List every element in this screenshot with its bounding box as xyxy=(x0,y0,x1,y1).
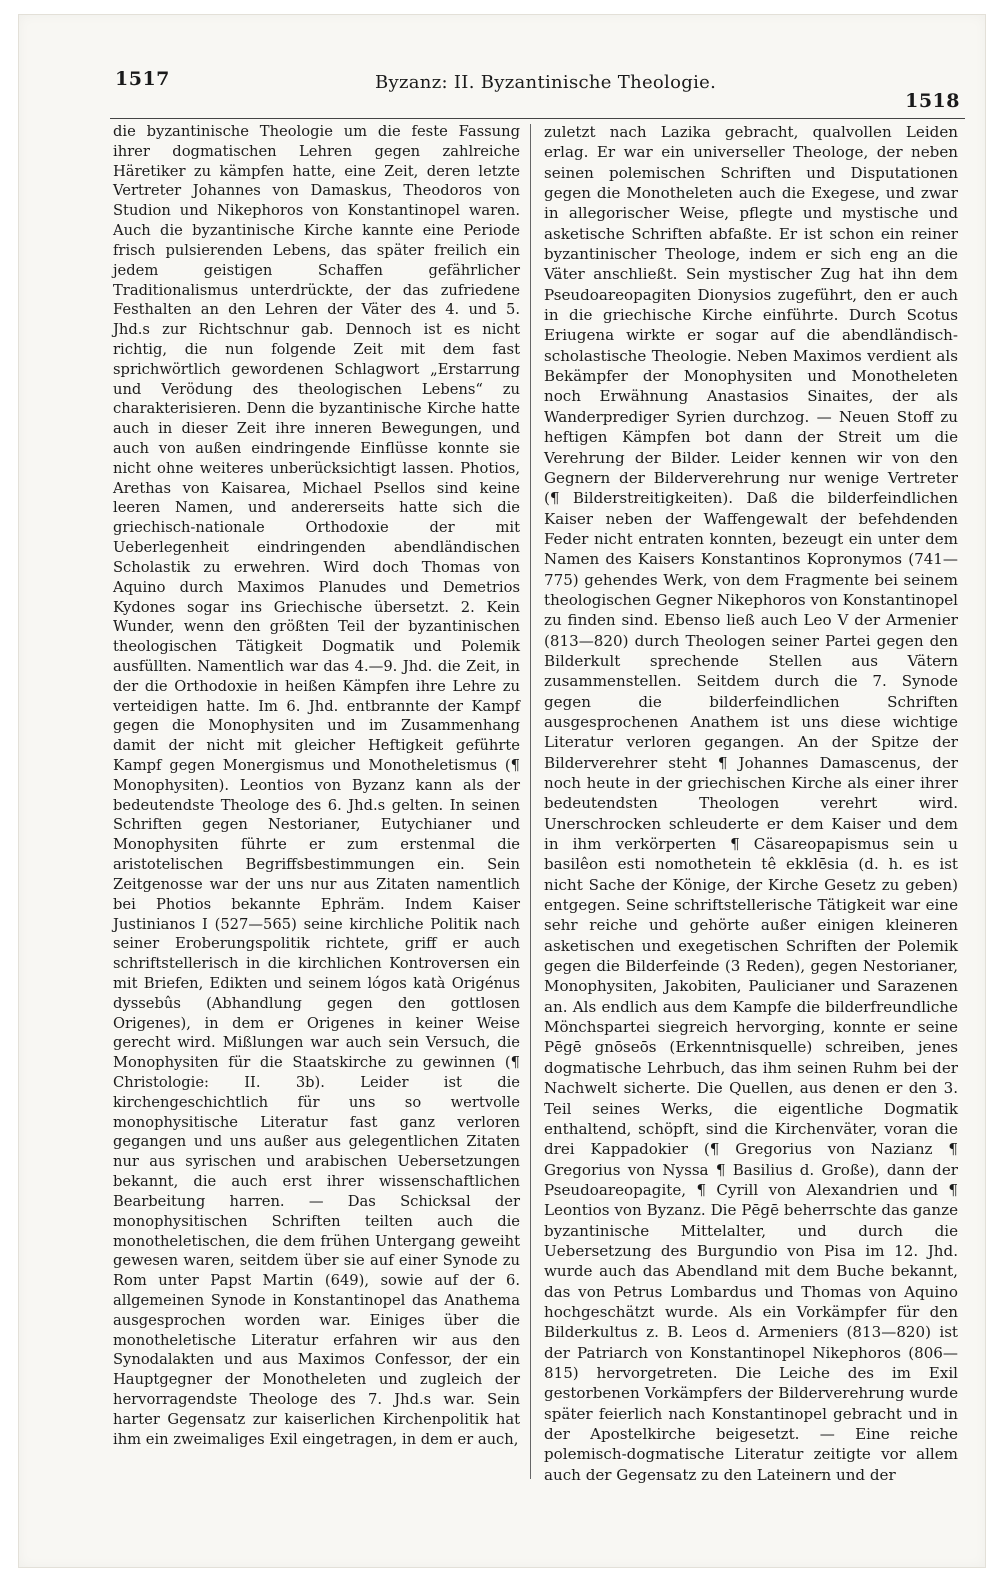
page-header xyxy=(95,62,980,120)
column-left-text: die byzantinische Theologie um die feste Fassung ihrer dogmatischen Lehren gegen zahlreiche Häretiker zu kämpfen hatte, eine Zeit, deren letzte Vertreter Johannes von Damaskus, Theodoros von Studion und Nikephoros von Konstantinopel waren. Auch die byzantinische Kirche kannte eine Periode frisch pulsierenden Lebens, das später freilich ein jedem geistigen Schaffen gefährlicher Traditionalismus unterdrückte, der das zufriedene Festhalten an den Lehren der Väter des 4. und 5. Jhd.s zur Richtschnur gab. Dennoch ist es nicht richtig, die nun folgende Zeit mit dem fast sprichwörtlich gewordenen Schlagwort „Erstarrung und Verödung des theologischen Lebens“ zu charakterisieren. Denn die byzantinische Kirche hatte auch in dieser Zeit ihre inneren Bewegungen, und auch von außen eindringende Einflüsse konnte sie nicht ohne weiteres unberücksichtigt lassen. Photios, Arethas von Kaisarea, Michael Psellos sind keine leeren Namen, und andererseits hatte sich die griechisch-nationale Orthodoxie der mit Ueberlegenheit eindringenden abendländischen Scholastik zu erwehren. Wird doch Thomas von Aquino durch Maximos Planudes und Demetrios Kydones sogar ins Griechische übersetzt. 2. Kein Wunder, wenn den größten Teil der byzantinischen theologischen Tätigkeit Dogmatik und Polemik ausfüllten. Namentlich war das 4.—9. Jhd. die Zeit, in der die Orthodoxie in heißen Kämpfen ihre Lehre zu verteidigen hatte. Im 6. Jhd. entbrannte der Kampf gegen die Monophysiten und im Zusammenhang damit der nicht mit gleicher Heftigkeit geführte Kampf gegen Monergismus und Monotheletismus (¶ Monophysiten). Leontios von Byzanz kann als der bedeutendste Theologe des 6. Jhd.s gelten. In seinen Schriften gegen Nestorianer, Eutychianer und Monophysiten führte er zum erstenmal die aristotelischen Begriffsbestimmungen ein. Sein Zeitgenosse war der uns nur aus Zitaten namentlich bei Photios bekannte Ephräm. Indem Kaiser Justinianos I (527—565) seine kirchliche Politik nach seiner Eroberungspolitik richtete, griff er auch schriftstellerisch in die kirchlichen Kontroversen ein mit Briefen, Edikten und seinem lógos katà Origénus dyssebûs (Abhandlung gegen den gottlosen Origenes), in dem er Origenes in keiner Weise gerecht wird. Mißlungen war auch sein Versuch, die Monophysiten für die Staatskirche zu gewinnen (¶ Christologie: II. 3b). Leider ist die kirchengeschichtlich für uns so wertvolle monophysitische Literatur fast ganz verloren gegangen und uns außer aus gelegentlichen Zitaten nur aus syrischen und arabischen Uebersetzungen bekannt, die auch erst ihrer wissenschaftlichen Bearbeitung harren. — Das Schicksal der monophysitischen Schriften teilten auch die monotheletischen, die dem frühen Untergang geweiht gewesen waren, seitdem über sie auf einer Synode zu Rom unter Papst Martin (649), sowie auf der 6. allgemeinen Synode in Konstantinopel das Anathema ausgesprochen worden war. Einiges über die monotheletische Literatur erfahren wir aus den Synodalakten und aus Maximos Confessor, der ein Hauptgegner der Monotheleten und zugleich der hervorragendste Theologe des 7. Jhd.s war. Sein harter Gegensatz zur kaiserlichen Kirchenpolitik hat ihm ein zweimaliges Exil eingetragen, in dem er auch, xyxy=(113,123,520,1448)
page-number-right: 1518 xyxy=(905,90,960,112)
column-right-text: zuletzt nach Lazika gebracht, qualvollen Leiden erlag. Er war ein universeller Theologe, der neben seinen polemischen Schriften und Disputationen gegen die Monotheleten auch die Exegese, und zwar in allegorischer Weise, pflegte und mystische und asketische Schriften abfaßte. Er ist schon ein reiner byzantinischer Theologe, indem er sich eng an die Väter anschließt. Sein mystischer Zug hat ihn dem Pseudoareopagiten Dionysios zugeführt, den er auch in die griechische Kirche einführte. Durch Scotus Eriugena wirkte er sogar auf die abendländisch-scholastische Theologie. Neben Maximos verdient als Bekämpfer der Monophysiten und Monotheleten noch Erwähnung Anastasios Sinaites, der als Wanderprediger Syrien durchzog. — Neuen Stoff zu heftigen Kämpfen bot dann der Streit um die Verehrung der Bilder. Leider kennen wir von den Gegnern der Bilderverehrung nur wenige Vertreter (¶ Bilderstreitigkeiten). Daß die bilderfeindlichen Kaiser neben der Waffengewalt der befehdenden Feder nicht entraten konnten, bezeugt ein unter dem Namen des Kaisers Konstantinos Kopronymos (741—775) gehendes Werk, von dem Fragmente bei seinem theologischen Gegner Nikephoros von Konstantinopel zu finden sind. Ebenso ließ auch Leo V der Armenier (813—820) durch Theologen seiner Partei gegen den Bilderkult sprechende Stellen aus Vätern zusammenstellen. Seitdem durch die 7. Synode gegen die bilderfeindlichen Schriften ausgesprochenen Anathem ist uns diese wichtige Literatur verloren gegangen. An der Spitze der Bilderverehrer steht ¶ Johannes Damascenus, der noch heute in der griechischen Kirche als einer ihrer bedeutendsten Theologen verehrt wird. Unerschrocken schleuderte er dem Kaiser und dem in ihm verkörperten ¶ Cäsareopapismus sein u basilêon esti nomothetein tê ekklēsia (d. h. es ist nicht Sache der Könige, der Kirche Gesetz zu geben) entgegen. Seine schriftstellerische Tätigkeit war eine sehr reiche und gehörte außer einigen kleineren asketischen und exegetischen Schriften der Polemik gegen die Bilderfeinde (3 Reden), gegen Nestorianer, Monophysiten, Jakobiten, Paulicianer und Sarazenen an. Als endlich aus dem Kampfe die bilderfreundliche Mönchspartei siegreich hervorging, konnte er seine Pēgē gnōseōs (Erkenntnisquelle) schreiben, jenes dogmatische Lehrbuch, das ihm seinen Ruhm bei der Nachwelt sicherte. Die Quellen, aus denen er den 3. Teil seines Werks, die eigentliche Dogmatik enthaltend, schöpft, sind die Kirchenväter, voran die drei Kappadokier (¶ Gregorius von Nazianz ¶ Gregorius von Nyssa ¶ Basilius d. Große), dann der Pseudoareopagite, ¶ Cyrill von Alexandrien und ¶ Leontios von Byzanz. Die Pēgē beherrschte das ganze byzantinische Mittelalter, und durch die Uebersetzung des Burgundio von Pisa im 12. Jhd. wurde auch das Abendland mit dem Buche bekannt, das von Petrus Lombardus und Thomas von Aquino hochgeschätzt wurde. Als ein Vorkämpfer für den Bilderkultus z. B. Leos d. Armeniers (813—820) ist der Patriarch von Konstantinopel Nikephoros (806—815) hervorgetreten. Die Leiche des im Exil gestorbenen Vorkämpfers der Bilderverehrung wurde später feierlich nach Konstantinopel gebracht und in der Apostelkirche beigesetzt. — Eine reiche polemisch-dogmatische Literatur zeitigte vor allem auch der Gegensatz zu den Lateinern und der xyxy=(544,123,958,1484)
column-left xyxy=(113,122,520,1449)
column-divider xyxy=(530,124,531,1479)
page-number-left: 1517 xyxy=(115,68,170,90)
header-rule xyxy=(110,118,965,119)
column-right xyxy=(544,122,958,1485)
running-title: Byzanz: II. Byzantinische Theologie. xyxy=(375,72,717,93)
